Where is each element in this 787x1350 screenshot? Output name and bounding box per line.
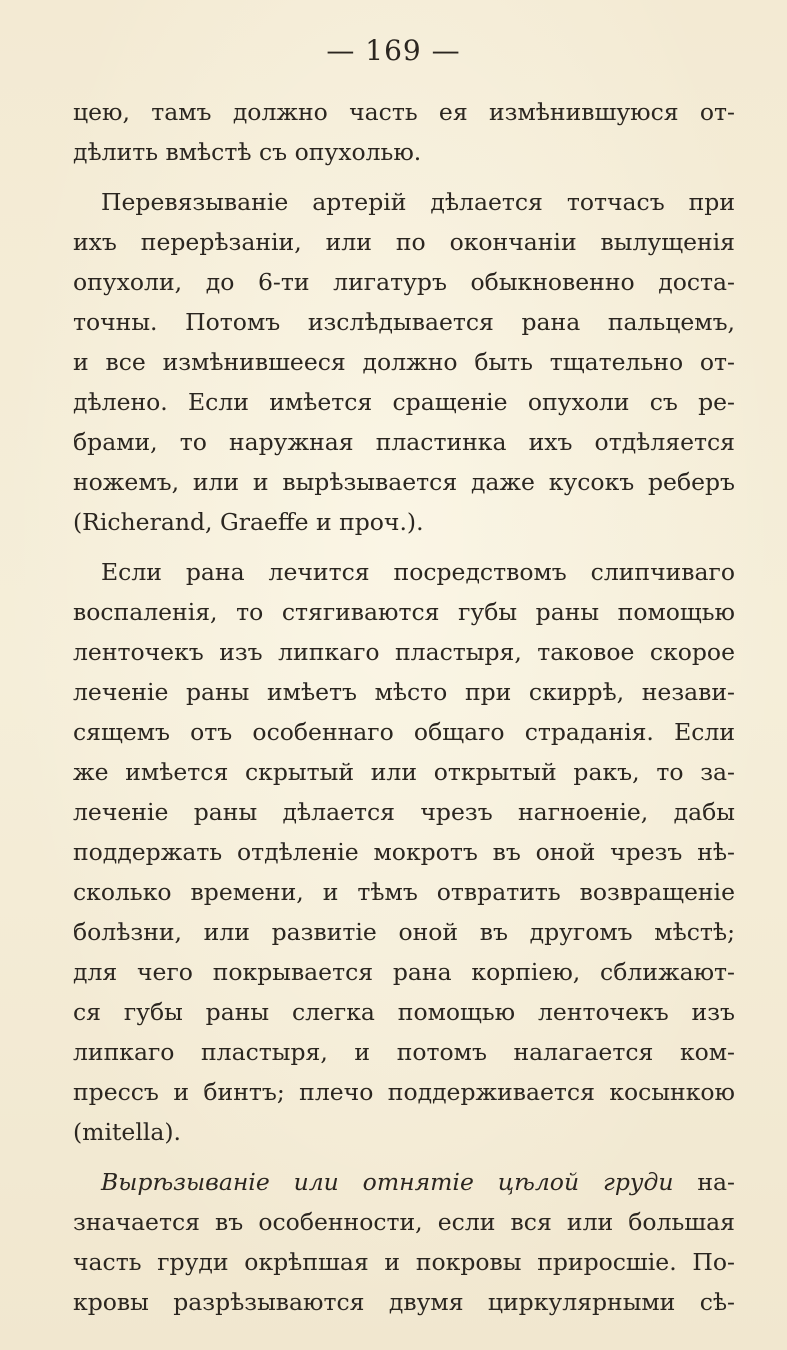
text-line: сколько времени, и тѣмъ отвратить возвращеніе xyxy=(73,878,735,906)
paragraph xyxy=(73,552,735,1152)
paragraph xyxy=(73,1162,735,1322)
text-line: ихъ перерѣзаніи, или по окончаніи вылущенія xyxy=(73,228,735,256)
text-line: леченіе раны имѣетъ мѣсто при скиррѣ, незави- xyxy=(73,678,735,706)
text-line: точны. Потомъ изслѣдывается рана пальцемъ, xyxy=(73,308,735,336)
text-line xyxy=(73,1162,735,1202)
text-line: значается въ особенности, если вся или большая xyxy=(73,1208,735,1236)
text-line: и все измѣнившееся должно быть тщательно от- xyxy=(73,348,735,376)
text-line: болѣзни, или развитіе оной въ другомъ мѣстѣ; xyxy=(73,918,735,946)
text-line: прессъ и бинтъ; плечо поддерживается косынкою xyxy=(73,1078,735,1106)
italic-heading: Вырѣзываніе или отнятіе цѣлой груди xyxy=(101,1168,674,1196)
text-line: же имѣется скрытый или открытый ракъ, то за- xyxy=(73,758,735,786)
text-line: часть груди окрѣпшая и покровы приросшіе. По- xyxy=(73,1248,735,1276)
text-line: ся губы раны слегка помощью ленточекъ изъ xyxy=(73,998,735,1026)
text-line: липкаго пластыря, и потомъ налагается ком- xyxy=(73,1038,735,1066)
text-line: опухоли, до 6-ти лигатуръ обыкновенно доста- xyxy=(73,268,735,296)
text-line: цею, тамъ должно часть ея измѣнившуюся от- xyxy=(73,98,735,126)
text-line: брами, то наружная пластинка ихъ отдѣляется xyxy=(73,428,735,456)
page-number: — 169 — xyxy=(326,34,461,67)
text-line: воспаленія, то стягиваются губы раны помощью xyxy=(73,598,735,626)
paragraph xyxy=(73,182,735,542)
text-line: Если рана лечится посредствомъ слипчиваго xyxy=(101,558,735,586)
text-line: Перевязываніе артерій дѣлается тотчасъ при xyxy=(101,188,735,216)
text-line: ножемъ, или и вырѣзывается даже кусокъ реберъ xyxy=(73,468,735,496)
paragraph xyxy=(73,92,735,172)
text-line: кровы разрѣзываются двумя циркулярными сѣ- xyxy=(73,1288,735,1316)
text-line: леченіе раны дѣлается чрезъ нагноеніе, дабы xyxy=(73,798,735,826)
text-line: для чего покрывается рана корпіею, сближают- xyxy=(73,958,735,986)
text-line: ленточекъ изъ липкаго пластыря, таковое скорое xyxy=(73,638,735,666)
text-line: поддержать отдѣленіе мокротъ въ оной чрезъ нѣ- xyxy=(73,838,735,866)
text-fragment: на- xyxy=(673,1168,735,1196)
text-line: сящемъ отъ особеннаго общаго страданія. Если xyxy=(73,718,735,746)
text-line: (Richerand, Graeffe и проч.). xyxy=(73,508,424,536)
text-line: дѣлить вмѣстѣ съ опухолью. xyxy=(73,138,422,166)
text-line: дѣлено. Если имѣется сращеніе опухоли съ ре- xyxy=(73,388,735,416)
text-line: (mitella). xyxy=(73,1118,181,1146)
page-body xyxy=(73,92,735,1322)
